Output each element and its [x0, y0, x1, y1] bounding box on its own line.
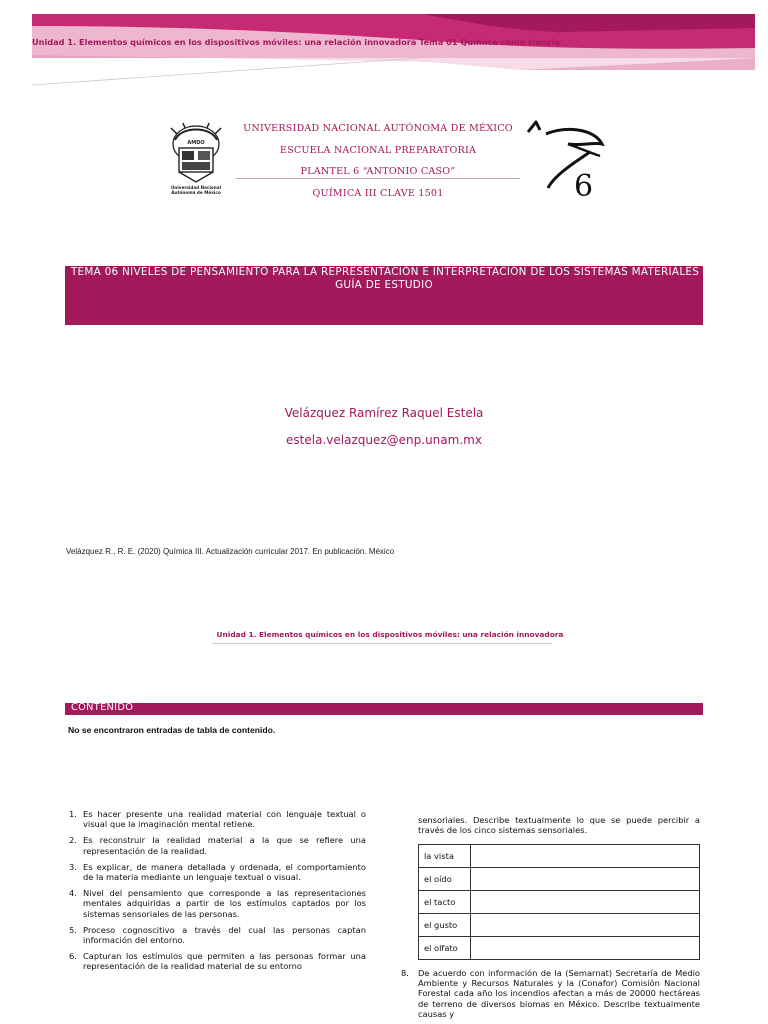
list-item: 2. Es reconstruir la realidad material a la que se refiere una representación de la realidad.: [69, 835, 366, 856]
list-item: 4. Nivel del pensamiento que corresponde a las representaciones mentales adquiridas a partir de los estímulos captados por los sistemas sensoriales de las personas.: [69, 888, 366, 919]
footer-running-title: [140, 630, 640, 643]
answer-cell[interactable]: [471, 914, 700, 937]
table-row: [419, 937, 700, 960]
table-row: [419, 891, 700, 914]
svg-text:Universidad Nacional: Universidad Nacional: [170, 185, 222, 190]
answer-cell[interactable]: [471, 891, 700, 914]
document-title-bar: [65, 266, 703, 325]
enp-plantel-6-logo: [524, 116, 614, 202]
list-item: 6. Capturan los estímulos que permiten a las personas formar una representación de la realidad material de su entorno: [69, 951, 366, 972]
citation: Velázquez R., R. E. (2020) Química III. Actualización curricular 2017. En publicación. México: [66, 547, 395, 556]
table-row: [419, 914, 700, 937]
footer-divider: [212, 643, 552, 644]
sense-label: la vista: [419, 845, 471, 868]
question-list: [66, 809, 366, 978]
author-email: estela.velazquez@enp.unam.mx: [286, 433, 482, 447]
list-item-8: [401, 968, 700, 1019]
table-row: [419, 868, 700, 891]
contents-empty-message: No se encontraron entradas de tabla de contenido.: [68, 725, 276, 735]
unam-crest-logo: [163, 120, 229, 196]
list-item-number: 8.: [401, 968, 409, 978]
footer-unit-line: Unidad 1. Elementos químicos en los dispositivos móviles: una relación innovadora: [216, 630, 564, 639]
answer-cell[interactable]: [471, 868, 700, 891]
list-item: 5. Proceso cognoscitivo a través del cual las personas captan información del entorno.: [69, 924, 366, 946]
university-name: UNIVERSIDAD NACIONAL AUTÓNOMA DE MÉXICO: [243, 123, 513, 134]
campus-name: PLANTEL 6 “ANTONIO CASO”: [300, 166, 456, 177]
sense-label: el gusto: [419, 914, 471, 937]
sense-label: el oído: [419, 868, 471, 891]
contents-heading: CONTENIDO: [71, 702, 134, 713]
svg-text:Autónoma de México: Autónoma de México: [171, 190, 221, 195]
answer-cell[interactable]: [471, 937, 700, 960]
contents-heading-bar: [65, 703, 703, 715]
sense-label: el tacto: [419, 891, 471, 914]
table-row: [419, 845, 700, 868]
course-name: QUÍMICA III CLAVE 1501: [312, 188, 444, 199]
author-name: Velázquez Ramírez Raquel Estela: [284, 406, 484, 420]
campus-logo-number: 6: [574, 169, 594, 202]
document-title: TEMA 06 NIVELES DE PENSAMIENTO PARA LA REPRESENTACIÓN E INTERPRETACIÓN DE LOS SISTEMAS MATERIALES: [70, 266, 700, 278]
list-item: 1. Es hacer presente una realidad material con lenguaje textual o visual que la imaginación mental retiene.: [69, 809, 366, 830]
list-item-text: De acuerdo con información de la (Semarnat) Secretaría de Medio Ambiente y Recursos Naturales y la (Conafor) Comisión Nacional Forestal cada año los incendios afectan a más de 20000 hectáreas de terreno de diversos biomas en México. Describe textualmente causas y: [418, 968, 700, 1019]
svg-text:AMDO: AMDO: [187, 140, 205, 146]
senses-table: [418, 844, 700, 960]
senses-intro-text: sensoriales. Describe textualmente lo que se puede percibir a través de los cinco sistemas sensoriales.: [418, 815, 700, 836]
school-name: ESCUELA NACIONAL PREPARATORIA: [279, 145, 477, 156]
university-divider: [236, 178, 520, 179]
sense-label: el olfato: [419, 937, 471, 960]
answer-cell[interactable]: [471, 845, 700, 868]
running-header-title: Unidad 1. Elementos químicos en los dispositivos móviles: una relación innovadora Tema 01 Química como ciencia: [32, 37, 561, 47]
document-subtitle: GUÍA DE ESTUDIO: [335, 279, 433, 291]
list-item: 3. Es explicar, de manera detallada y ordenada, el comportamiento de la materia mediante un lenguaje textual o visual.: [69, 861, 366, 883]
